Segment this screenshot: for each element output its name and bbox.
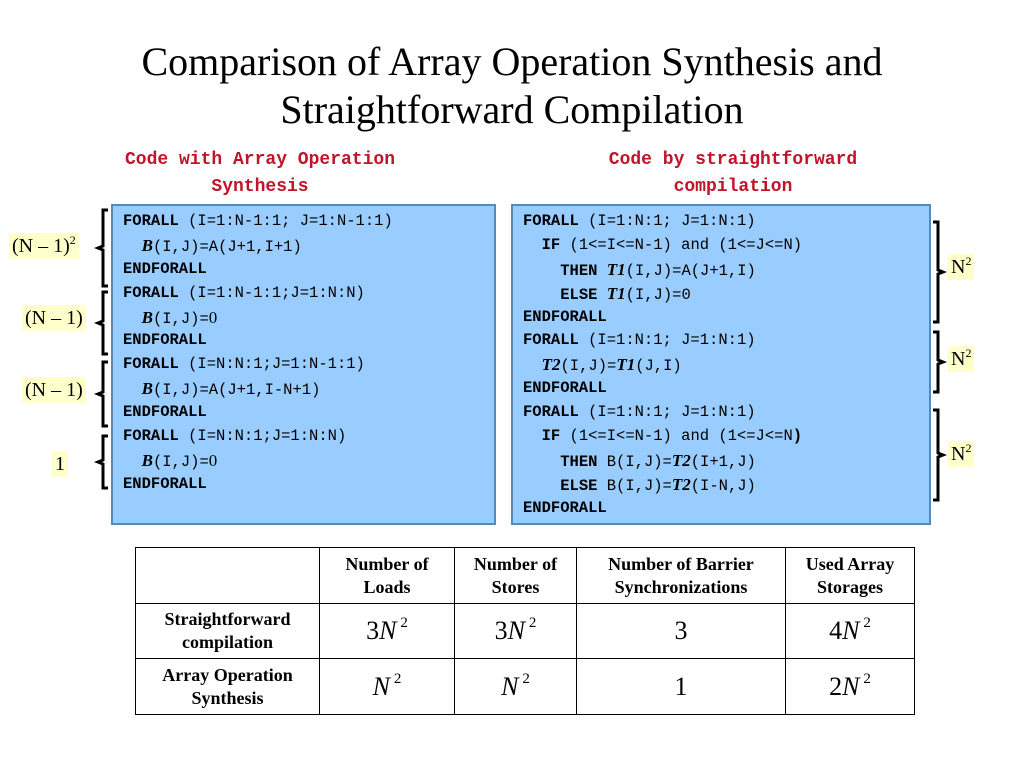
right-label-3-text: N: [951, 443, 966, 465]
left-brace-3: [96, 360, 110, 428]
cell-sf-storages: 4N $^2$: [786, 604, 915, 659]
cell-aos-loads: N $^2$: [320, 659, 455, 715]
left-brace-4: [96, 434, 110, 490]
left-label-2-text: (N – 1): [25, 307, 83, 329]
synthesis-code-line: ENDFORALL: [123, 259, 207, 278]
left-label-4-text: 1: [55, 453, 65, 475]
synthesis-code-line: ENDFORALL: [123, 474, 207, 493]
left-label-3-text: (N – 1): [25, 379, 83, 401]
right-label-1-text: N: [951, 256, 966, 278]
table-row-synthesis: [136, 659, 915, 715]
synthesis-code-line: B(I,J)=A(J+1,I-N+1): [141, 379, 321, 400]
straightforward-code-line: ENDFORALL: [523, 498, 607, 517]
row-label-straightforward: Straightforward compilation: [136, 604, 320, 659]
synthesis-code-line: FORALL (I=N:N:1;J=1:N:N): [123, 427, 347, 446]
left-brace-2: [96, 290, 110, 356]
straightforward-code-line: ELSE T1(I,J)=0: [560, 283, 691, 304]
right-label-2-exp: 2: [965, 346, 972, 360]
synthesis-code-box: [111, 204, 496, 525]
synthesis-code-line: B(I,J)=0: [141, 307, 218, 328]
comparison-table: [135, 547, 915, 715]
left-header-line-2: Synthesis: [211, 177, 309, 197]
right-label-2: [948, 346, 974, 372]
straightforward-code-box: [511, 204, 931, 525]
cell-sf-loads: 3N $^2$: [320, 604, 455, 659]
left-brace-1: [96, 208, 110, 288]
title-line-2: Straightforward Compilation: [280, 87, 744, 132]
synthesis-code-line: B(I,J)=A(J+1,I+1): [141, 235, 302, 256]
straightforward-code-line: IF (1<=I<=N-1) and (1<=J<=N): [541, 235, 803, 254]
synthesis-code-line: ENDFORALL: [123, 403, 207, 422]
header-cell-barriers: Number of Barrier Synchronizations: [577, 548, 786, 604]
left-label-3: [22, 377, 86, 403]
cell-aos-stores: N $^2$: [455, 659, 577, 715]
left-label-4: [52, 451, 68, 477]
straightforward-code-line: IF (1<=I<=N-1) and (1<=J<=N): [541, 427, 803, 446]
cell-aos-storages: 2N $^2$: [786, 659, 915, 715]
table-row-straightforward: [136, 604, 915, 659]
right-brace-3: [931, 408, 945, 502]
left-label-1: [9, 233, 79, 259]
synthesis-code-line: FORALL (I=1:N-1:1;J=1:N:N): [123, 283, 365, 302]
right-label-2-text: N: [951, 348, 966, 370]
synthesis-code-line: FORALL (I=N:N:1;J=1:N-1:1): [123, 355, 365, 374]
right-label-1: [948, 254, 974, 280]
header-cell-empty: [136, 548, 320, 604]
straightforward-code-line: ENDFORALL: [523, 379, 607, 398]
cell-sf-stores: 3N $^2$: [455, 604, 577, 659]
row-label-synthesis: Array Operation Synthesis: [136, 659, 320, 715]
table-header-row: [136, 548, 915, 604]
cell-sf-barriers: 3: [577, 604, 786, 659]
header-cell-loads: Number of Loads: [320, 548, 455, 604]
left-label-1-text: (N – 1): [12, 235, 70, 257]
straightforward-code-line: FORALL (I=1:N:1; J=1:N:1): [523, 212, 756, 230]
straightforward-code-line: ELSE B(I,J)=T2(I-N,J): [560, 474, 756, 495]
slide-title: [0, 38, 1024, 134]
synthesis-code-line: B(I,J)=0: [141, 450, 218, 471]
right-label-1-exp: 2: [965, 254, 972, 268]
synthesis-code-line: ENDFORALL: [123, 331, 207, 350]
right-header-line-1: Code by straightforward: [608, 150, 858, 170]
right-label-3-exp: 2: [965, 441, 972, 455]
title-line-1: Comparison of Array Operation Synthesis and: [141, 39, 883, 84]
straightforward-code-line: THEN B(I,J)=T2(I+1,J): [560, 450, 756, 471]
header-cell-storages: Used Array Storages: [786, 548, 915, 604]
straightforward-code-line: FORALL (I=1:N:1; J=1:N:1): [523, 403, 756, 422]
right-header-line-2: compilation: [673, 177, 793, 197]
left-label-2: [22, 305, 86, 331]
right-column-header: [538, 147, 928, 201]
straightforward-code-line: T2(I,J)=T1(J,I): [541, 355, 682, 376]
left-header-line-1: Code with Array Operation: [124, 150, 396, 170]
straightforward-code-line: FORALL (I=1:N:1; J=1:N:1): [523, 331, 756, 350]
header-cell-stores: Number of Stores: [455, 548, 577, 604]
left-label-1-exp: 2: [69, 233, 76, 247]
right-label-3: [948, 441, 974, 467]
left-column-header: [80, 147, 440, 201]
right-brace-2: [931, 330, 945, 394]
synthesis-code-line: FORALL (I=1:N-1:1; J=1:N-1:1): [123, 212, 393, 230]
straightforward-code-line: ENDFORALL: [523, 307, 607, 326]
straightforward-code-line: THEN T1(I,J)=A(J+1,I): [560, 259, 756, 280]
cell-aos-barriers: 1: [577, 659, 786, 715]
right-brace-1: [931, 220, 945, 324]
